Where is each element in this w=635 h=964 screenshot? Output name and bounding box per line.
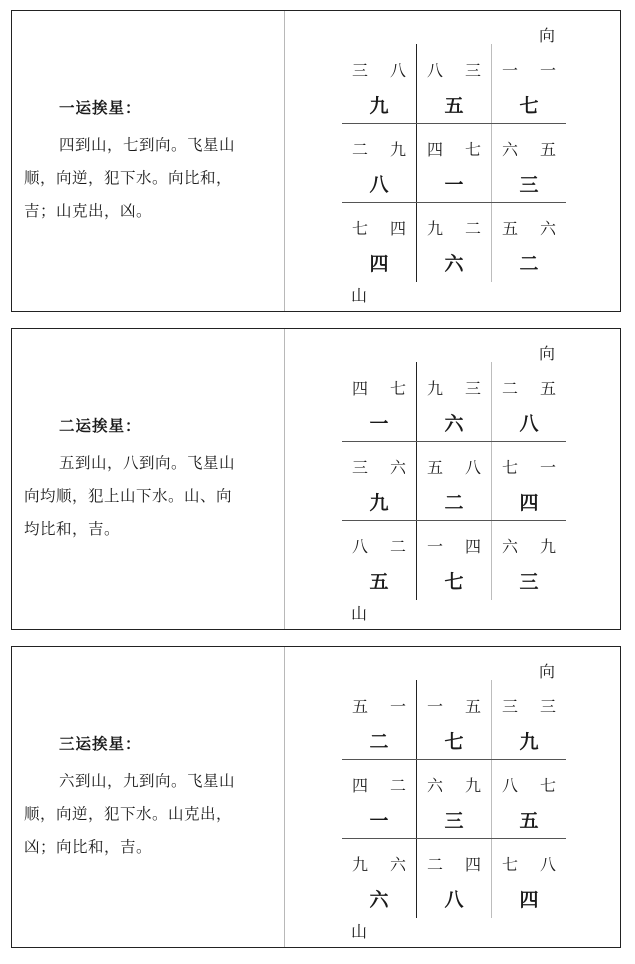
mountain-star: 九 [427, 379, 444, 398]
grid-cell [417, 202, 491, 281]
cell-star-pair [417, 694, 491, 717]
facing-star: 二 [389, 776, 406, 795]
cell-star-pair [417, 137, 491, 160]
facing-star: 六 [539, 219, 556, 238]
cell-star-pair [342, 376, 416, 399]
facing-star: 二 [389, 537, 406, 556]
period-star: 七 [444, 571, 464, 593]
period-star: 五 [519, 810, 539, 832]
paragraph-line: 顺，向逆，犯下水。山克出， [24, 805, 233, 823]
mountain-star: 八 [352, 537, 369, 556]
luck-panel-1 [11, 10, 621, 312]
facing-label: 向 [539, 344, 556, 363]
panel-text [24, 415, 280, 546]
facing-star: 一 [539, 61, 556, 80]
mountain-star: 五 [352, 697, 369, 716]
grid-cell [342, 362, 416, 441]
period-star: 四 [519, 889, 539, 911]
paragraph-line: 向均顺，犯上山下水。山、向 [24, 487, 233, 505]
mountain-star: 四 [352, 379, 369, 398]
facing-star: 一 [389, 697, 406, 716]
period-star: 五 [369, 571, 389, 593]
mountain-star: 一 [427, 537, 444, 556]
paragraph-line: 五到山，八到向。飞星山 [59, 454, 236, 472]
flying-star-grid [342, 44, 566, 282]
facing-star: 六 [389, 458, 406, 477]
cell-star-pair [342, 694, 416, 717]
facing-star: 五 [464, 697, 481, 716]
panel-heading: 二运挨星： [59, 417, 142, 435]
mountain-star: 六 [427, 776, 444, 795]
cell-star-pair [342, 852, 416, 875]
grid-cell [492, 441, 566, 520]
grid-cell [492, 520, 566, 599]
mountain-star: 六 [502, 140, 519, 159]
mountain-star: 七 [502, 855, 519, 874]
flying-star-grid [342, 362, 566, 600]
cell-star-pair [492, 137, 566, 160]
period-star: 七 [519, 95, 539, 117]
facing-star: 九 [389, 140, 406, 159]
period-star: 一 [369, 413, 389, 435]
panel-heading: 三运挨星： [59, 735, 142, 753]
grid-cell [417, 123, 491, 202]
cell-star-pair [492, 216, 566, 239]
grid-cell [342, 123, 416, 202]
mountain-label: 山 [351, 604, 368, 623]
cell-star-pair [492, 694, 566, 717]
period-star: 九 [519, 731, 539, 753]
grid-cell [417, 441, 491, 520]
facing-star: 三 [539, 697, 556, 716]
facing-star: 八 [464, 458, 481, 477]
cell-star-pair [492, 376, 566, 399]
facing-star: 八 [539, 855, 556, 874]
period-star: 三 [444, 810, 464, 832]
period-star: 八 [519, 413, 539, 435]
mountain-star: 一 [502, 61, 519, 80]
cell-star-pair [492, 852, 566, 875]
grid-cell [342, 759, 416, 838]
grid-cell [342, 838, 416, 917]
paragraph-line: 均比和，吉。 [24, 520, 121, 538]
grid-cell [417, 680, 491, 759]
panel-heading: 一运挨星： [59, 99, 142, 117]
panel-text [24, 733, 280, 864]
cell-star-pair [342, 534, 416, 557]
period-star: 一 [444, 174, 464, 196]
luck-panel-3 [11, 646, 621, 948]
period-star: 二 [519, 253, 539, 275]
mountain-star: 四 [427, 140, 444, 159]
period-star: 三 [519, 174, 539, 196]
facing-star: 七 [464, 140, 481, 159]
panel-divider [284, 647, 285, 947]
mountain-label: 山 [351, 922, 368, 941]
mountain-star: 三 [352, 61, 369, 80]
grid-cell [492, 44, 566, 123]
mountain-star: 九 [352, 855, 369, 874]
mountain-star: 三 [352, 458, 369, 477]
facing-star: 九 [539, 537, 556, 556]
cell-star-pair [417, 852, 491, 875]
period-star: 八 [444, 889, 464, 911]
cell-star-pair [492, 773, 566, 796]
facing-star: 四 [464, 537, 481, 556]
facing-star: 一 [539, 458, 556, 477]
paragraph-line: 四到山，七到向。飞星山 [59, 136, 236, 154]
mountain-star: 七 [352, 219, 369, 238]
period-star: 四 [519, 492, 539, 514]
cell-star-pair [417, 376, 491, 399]
facing-star: 七 [539, 776, 556, 795]
grid-cell [492, 202, 566, 281]
cell-star-pair [417, 455, 491, 478]
luck-panel-2 [11, 328, 621, 630]
mountain-star: 六 [502, 537, 519, 556]
facing-star: 五 [539, 140, 556, 159]
period-star: 一 [369, 810, 389, 832]
period-star: 四 [369, 253, 389, 275]
panel-text [24, 97, 280, 228]
paragraph-line: 顺，向逆，犯下水。向比和， [24, 169, 233, 187]
grid-cell [417, 520, 491, 599]
facing-star: 四 [389, 219, 406, 238]
panel-paragraph [24, 765, 280, 864]
facing-star: 四 [464, 855, 481, 874]
cell-star-pair [492, 534, 566, 557]
mountain-label: 山 [351, 286, 368, 305]
period-star: 六 [444, 253, 464, 275]
facing-star: 三 [464, 61, 481, 80]
facing-star: 八 [389, 61, 406, 80]
period-star: 八 [369, 174, 389, 196]
period-star: 七 [444, 731, 464, 753]
grid-cell [417, 44, 491, 123]
grid-cell [342, 520, 416, 599]
mountain-star: 八 [502, 776, 519, 795]
panel-paragraph [24, 447, 280, 546]
mountain-star: 三 [502, 697, 519, 716]
grid-cell [342, 202, 416, 281]
cell-star-pair [492, 58, 566, 81]
cell-star-pair [492, 455, 566, 478]
grid-cell [492, 123, 566, 202]
cell-star-pair [342, 455, 416, 478]
period-star: 九 [369, 492, 389, 514]
grid-cell [342, 44, 416, 123]
paragraph-line: 吉；山克出，凶。 [24, 202, 153, 220]
grid-cell [342, 441, 416, 520]
cell-star-pair [342, 216, 416, 239]
grid-cell [492, 838, 566, 917]
cell-star-pair [342, 58, 416, 81]
mountain-star: 二 [502, 379, 519, 398]
paragraph-line: 凶；向比和，吉。 [24, 838, 153, 856]
paragraph-line: 六到山，九到向。飞星山 [59, 772, 236, 790]
facing-label: 向 [539, 662, 556, 681]
grid-cell [492, 680, 566, 759]
mountain-star: 二 [427, 855, 444, 874]
cell-star-pair [417, 58, 491, 81]
grid-cell [417, 362, 491, 441]
panel-divider [284, 11, 285, 311]
period-star: 二 [369, 731, 389, 753]
facing-star: 五 [539, 379, 556, 398]
facing-star: 三 [464, 379, 481, 398]
facing-star: 六 [389, 855, 406, 874]
flying-star-grid [342, 680, 566, 918]
grid-cell [342, 680, 416, 759]
facing-label: 向 [539, 26, 556, 45]
mountain-star: 五 [502, 219, 519, 238]
cell-star-pair [417, 534, 491, 557]
cell-star-pair [342, 773, 416, 796]
mountain-star: 四 [352, 776, 369, 795]
grid-cell [492, 759, 566, 838]
period-star: 六 [369, 889, 389, 911]
cell-star-pair [342, 137, 416, 160]
grid-cell [492, 362, 566, 441]
mountain-star: 五 [427, 458, 444, 477]
period-star: 五 [444, 95, 464, 117]
mountain-star: 二 [352, 140, 369, 159]
period-star: 九 [369, 95, 389, 117]
period-star: 三 [519, 571, 539, 593]
period-star: 二 [444, 492, 464, 514]
facing-star: 二 [464, 219, 481, 238]
grid-cell [417, 759, 491, 838]
facing-star: 九 [464, 776, 481, 795]
panel-paragraph [24, 129, 280, 228]
cell-star-pair [417, 773, 491, 796]
facing-star: 七 [389, 379, 406, 398]
cell-star-pair [417, 216, 491, 239]
grid-cell [417, 838, 491, 917]
mountain-star: 八 [427, 61, 444, 80]
period-star: 六 [444, 413, 464, 435]
mountain-star: 九 [427, 219, 444, 238]
panel-divider [284, 329, 285, 629]
mountain-star: 一 [427, 697, 444, 716]
mountain-star: 七 [502, 458, 519, 477]
